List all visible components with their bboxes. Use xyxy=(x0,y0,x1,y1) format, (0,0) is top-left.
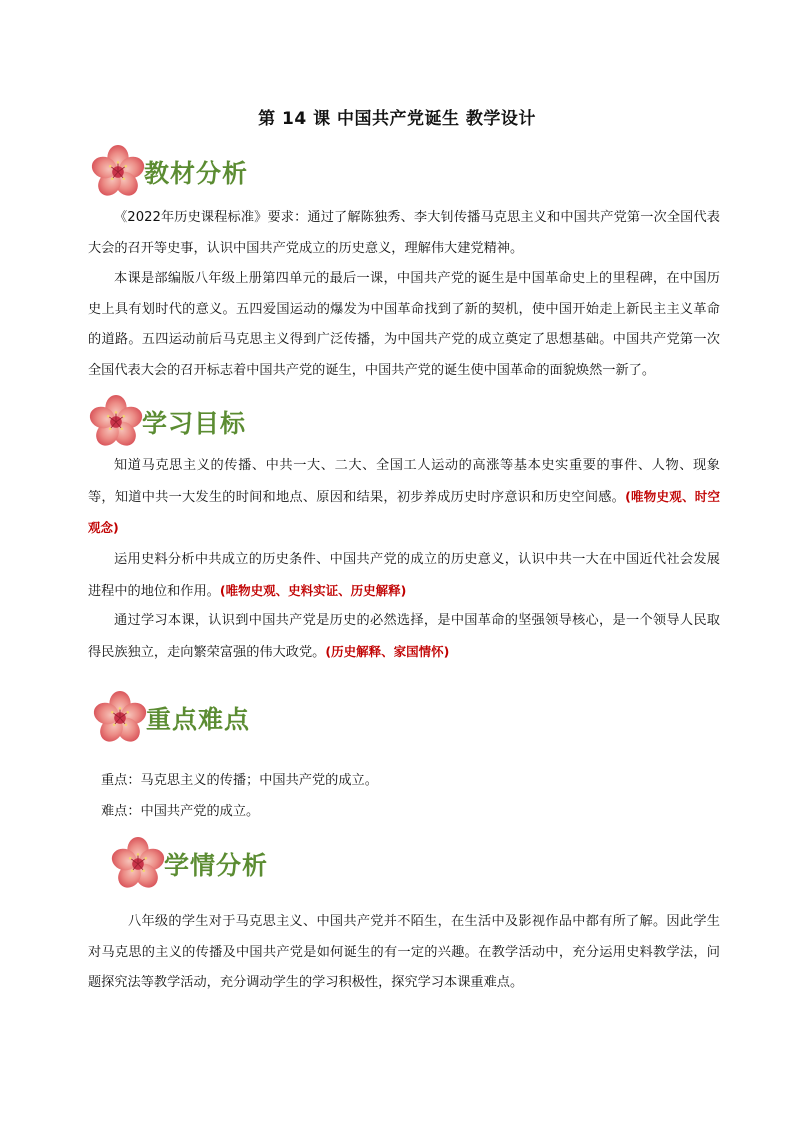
curriculum-standard-paragraph: 《2022年历史课程标准》要求：通过了解陈独秀、李大钊传播马克思主义和中国共产党第一次全国代表大会的召开等史事，认识中国共产党成立的历史意义，理解伟大建党精神。 xyxy=(88,210,720,256)
objective-2-text: 运用史料分析中共成立的历史条件、中国共产党的成立的历史意义，认识中共一大在中国近代社会发展进程中的地位和作用。 xyxy=(88,552,720,599)
section-title: 学习目标 xyxy=(142,409,247,438)
textbook-analysis-paragraph: 本课是部编版八年级上册第四单元的最后一课，中国共产党的诞生是中国革命史上的里程碑，在中国历史上具有划时代的意义。五四爱国运动的爆发为中国革命找到了新的契机，使中国开始走上新民主主义革命的道路。五四运动前后马克思主义得到广泛传播，为中国共产党的成立奠定了思想基础。中国共产党第一次全国代表大会的召开标志着中国共产党的诞生，中国共产党的诞生使中国革命的面貌焕然一新了。 xyxy=(88,271,720,378)
key-point: 重点：马克思主义的传播；中国共产党的成立。 xyxy=(101,773,378,788)
objective-2 xyxy=(88,545,720,607)
core-literacy-tag: (唯物史观、史料实证、历史解释) xyxy=(219,582,407,598)
page-title: 第 14 课 中国共产党诞生 教学设计 xyxy=(258,109,536,129)
core-literacy-tag: (历史解释、家国情怀) xyxy=(325,643,450,659)
section-title: 学情分析 xyxy=(164,851,269,880)
plum-blossom-icon xyxy=(86,394,146,450)
learner-analysis-paragraph: 八年级的学生对于马克思主义、中国共产党并不陌生，在生活中及影视作品中都有所了解。因此学生对马克思的主义的传播及中国共产党是如何诞生的有一定的兴趣。在教学活动中，充分运用史料教学法，问题探究法等教学活动，充分调动学生的学习积极性，探究学习本课重难点。 xyxy=(88,914,720,990)
section-title: 重点难点 xyxy=(146,705,251,734)
plum-blossom-icon xyxy=(88,144,148,200)
objective-3-text: 通过学习本课，认识到中国共产党是历史的必然选择，是中国革命的坚强领导核心，是一个领导人民取得民族独立，走向繁荣富强的伟大政党。 xyxy=(88,613,720,660)
core-literacy-tag: (唯物史观、时空观念) xyxy=(88,488,721,535)
difficult-point: 难点：中国共产党的成立。 xyxy=(101,804,260,819)
plum-blossom-icon xyxy=(90,690,150,746)
section-title: 教材分析 xyxy=(144,159,249,188)
objective-1-text: 知道马克思主义的传播、中共一大、二大、全国工人运动的高涨等基本史实重要的事件、人物、现象等，知道中共一大发生的时间和地点、原因和结果，初步养成历史时序意识和历史空间感。 xyxy=(88,458,720,505)
objective-1 xyxy=(88,451,720,545)
plum-blossom-icon xyxy=(108,836,168,892)
objective-3 xyxy=(88,606,720,668)
